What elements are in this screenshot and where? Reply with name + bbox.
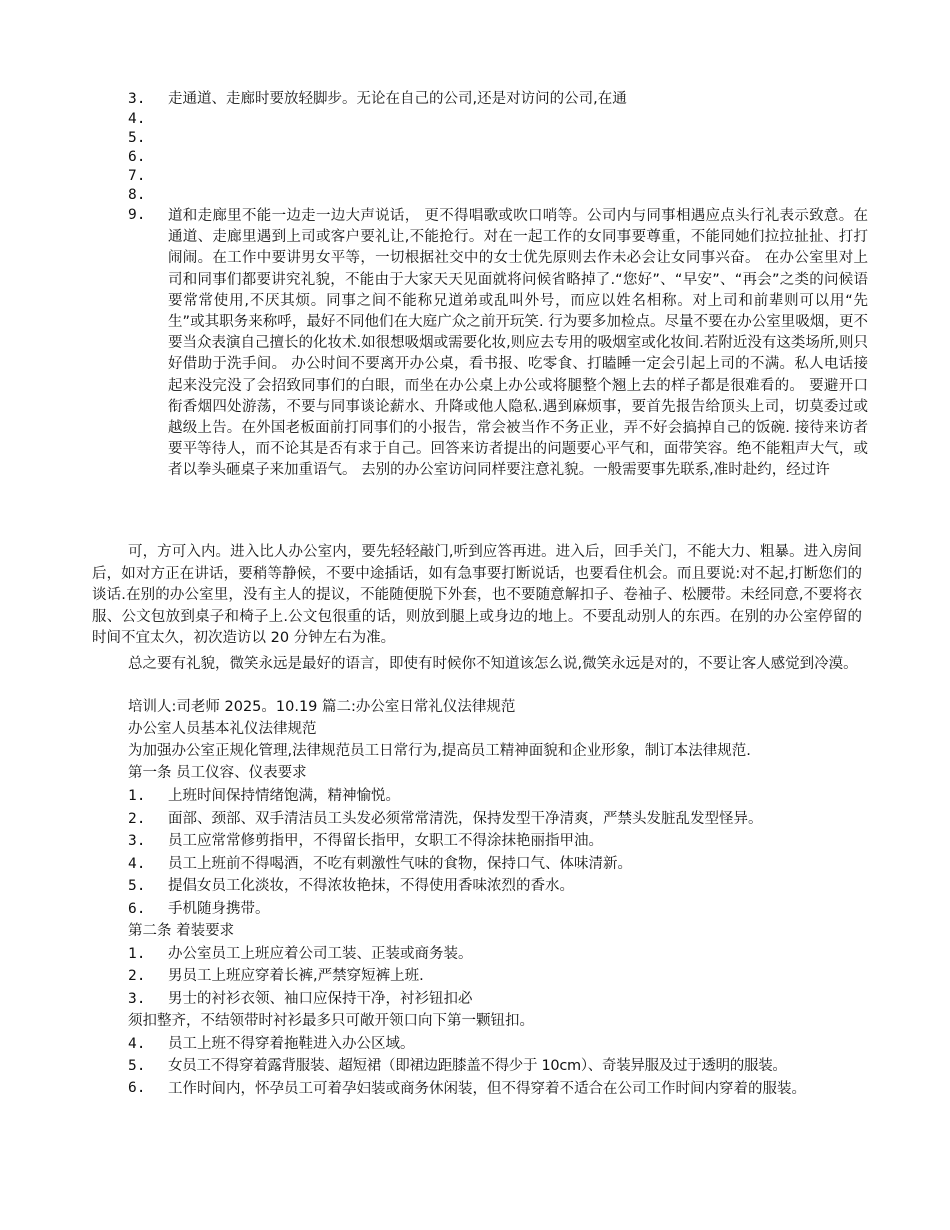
list-number: 1.: [128, 788, 146, 804]
list-number: 4.: [128, 1036, 146, 1052]
list-item-text: 面部、颈部、双手清洁员工头发必须常常清洗，保持发型干净清爽，严禁头发脏乱发型怪异。: [168, 811, 763, 827]
list-number: 6.: [128, 149, 146, 165]
continuation-line: 须扣整齐，不结领带时衬衫最多只可敞开领口向下第一颗钮扣。: [128, 1013, 534, 1029]
list-number: 2.: [128, 968, 146, 984]
list-item-text: 女员工不得穿着露背服装、超短裙（即裙边距膝盖不得少于 10cm）、奇装异服及过于透明的服装。: [168, 1058, 787, 1074]
list-item-text: 上班时间保持情绪饱满，精神愉悦。: [168, 788, 400, 804]
list-number: 1.: [128, 946, 146, 962]
list-item-text: 男士的衬衫衣领、袖口应保持干净，衬衫钮扣必: [168, 991, 473, 1007]
trainer-line: 培训人:司老师 2025。10.19 篇二:办公室日常礼仪法律规范: [128, 699, 516, 715]
list-item-text: 提倡女员工化淡妆，不得浓妆艳抹，不得使用香味浓烈的香水。: [168, 878, 574, 894]
list-number: 3.: [128, 991, 146, 1007]
list-item-text: 员工上班不得穿着拖鞋进入办公区域。: [168, 1036, 415, 1052]
article-title: 第二条 着装要求: [128, 923, 235, 939]
list-number: 8.: [128, 187, 146, 203]
list-number: 3.: [128, 91, 146, 107]
intro-paragraph: 为加强办公室正规化管理,法律规范员工日常行为,提高员工精神面貌和企业形象，制订本法律规范.: [128, 743, 751, 759]
list-number: 7.: [128, 168, 146, 184]
list-item-text: 员工上班前不得喝酒，不吃有刺激性气味的食物，保持口气、体味清新。: [168, 856, 632, 872]
article-title: 第一条 员工仪容、仪表要求: [128, 765, 307, 781]
section-title: 办公室人员基本礼仪法律规范: [128, 721, 317, 737]
list-number: 6.: [128, 901, 146, 917]
list-item-text: 走通道、走廊时要放轻脚步。无论在自己的公司,还是对访问的公司,在通: [168, 91, 627, 107]
list-number: 4.: [128, 111, 146, 127]
list-number: 5.: [128, 1058, 146, 1074]
body-paragraph: 总之要有礼貌，微笑永远是最好的语言，即使有时候你不知道该怎么说,微笑永远是对的，不要让客人感觉到冷漠。: [128, 656, 858, 672]
list-number: 9.: [128, 207, 146, 223]
list-number: 4.: [128, 856, 146, 872]
list-item-text: 工作时间内，怀孕员工可着孕妇装或商务休闲装，但不得穿着不适合在公司工作时间内穿着的服装。: [168, 1081, 806, 1097]
body-paragraph: 可，方可入内。进入比人办公室内，要先轻轻敲门,听到应答再进。进入后，回手关门，不能大力、粗暴。进入房间后，如对方正在讲话，要稍等静候，不要中途插话，如有急事要打断说话，也要看住机会。而且要说:对不起,打断您们的谈话.在别的办公室里，没有主人的提议，不能随便脱下外套，也不要随意解扣子、卷袖子、松腰带。未经同意,不要将衣服、公文包放到桌子和椅子上.公文包很重的话，则放到腿上或身边的地上。不要乱动别人的东西。在别的办公室停留的时间不宜太久，初次造访以 20 分钟左右为准。: [92, 544, 862, 646]
list-number: 3.: [128, 833, 146, 849]
list-number: 5.: [128, 878, 146, 894]
list-number: 5.: [128, 130, 146, 146]
list-number: 6.: [128, 1080, 146, 1096]
list-item-text: 道和走廊里不能一边走一边大声说话， 更不得唱歌或吹口哨等。公司内与同事相遇应点头行礼表示致意。在通道、走廊里遇到上司或客户要礼让,不能抢行。对在一起工作的女同事要尊重，不能同她们拉拉扯扯、打打闹闹。在工作中要讲男女平等，一切根据社交中的女士优先原则去作未必会让女同事兴奋。 在办公室里对上司和同事们都要讲究礼貌，不能由于大家天天见面就将问候省略掉了.“您好”、“早安”、“再会”之类的问候语要常常使用,不厌其烦。同事之间不能称兄道弟或乱叫外号，而应以姓名相称。对上司和前辈则可以用“先生”或其职务来称呼，最好不同他们在大庭广众之前开玩笑. 行为要多加检点。尽量不要在办公室里吸烟，更不要当众表演自己擅长的化妆术.如很想吸烟或需要化妆,则应去专用的吸烟室或化妆间.若附近没有这类场所,则只好借助于洗手间。 办公时间不要离开办公桌，看书报、吃零食、打瞌睡一定会引起上司的不满。私人电话接起来没完没了会招致同事们的白眼，而坐在办公桌上办公或将腿整个翘上去的样子都是很难看的。 要避开口衔香烟四处游荡，不要与同事谈论薪水、升降或他人隐私.遇到麻烦事，要首先报告给顶头上司，切莫委过或越级上告。在外国老板面前打同事们的小报告，常会被当作不务正业，弄不好会搞掉自己的饭碗. 接待来访者要平等待人，而不论其是否有求于自己。回答来访者提出的问题要心平气和，面带笑容。绝不能粗声大气，或者以拳头砸桌子来加重语气。 去别的办公室访问同样要注意礼貌。一般需要事先联系,准时赴约，经过许: [168, 208, 868, 479]
list-number: 2.: [128, 811, 146, 827]
list-item-text: 员工应常常修剪指甲，不得留长指甲，女职工不得涂抹艳丽指甲油。: [168, 833, 603, 849]
list-item-text: 手机随身携带。: [168, 901, 270, 917]
list-item-text: 男员工上班应穿着长裤,严禁穿短裤上班.: [168, 968, 424, 984]
list-item-text: 办公室员工上班应着公司工装、正装或商务装。: [168, 946, 473, 962]
